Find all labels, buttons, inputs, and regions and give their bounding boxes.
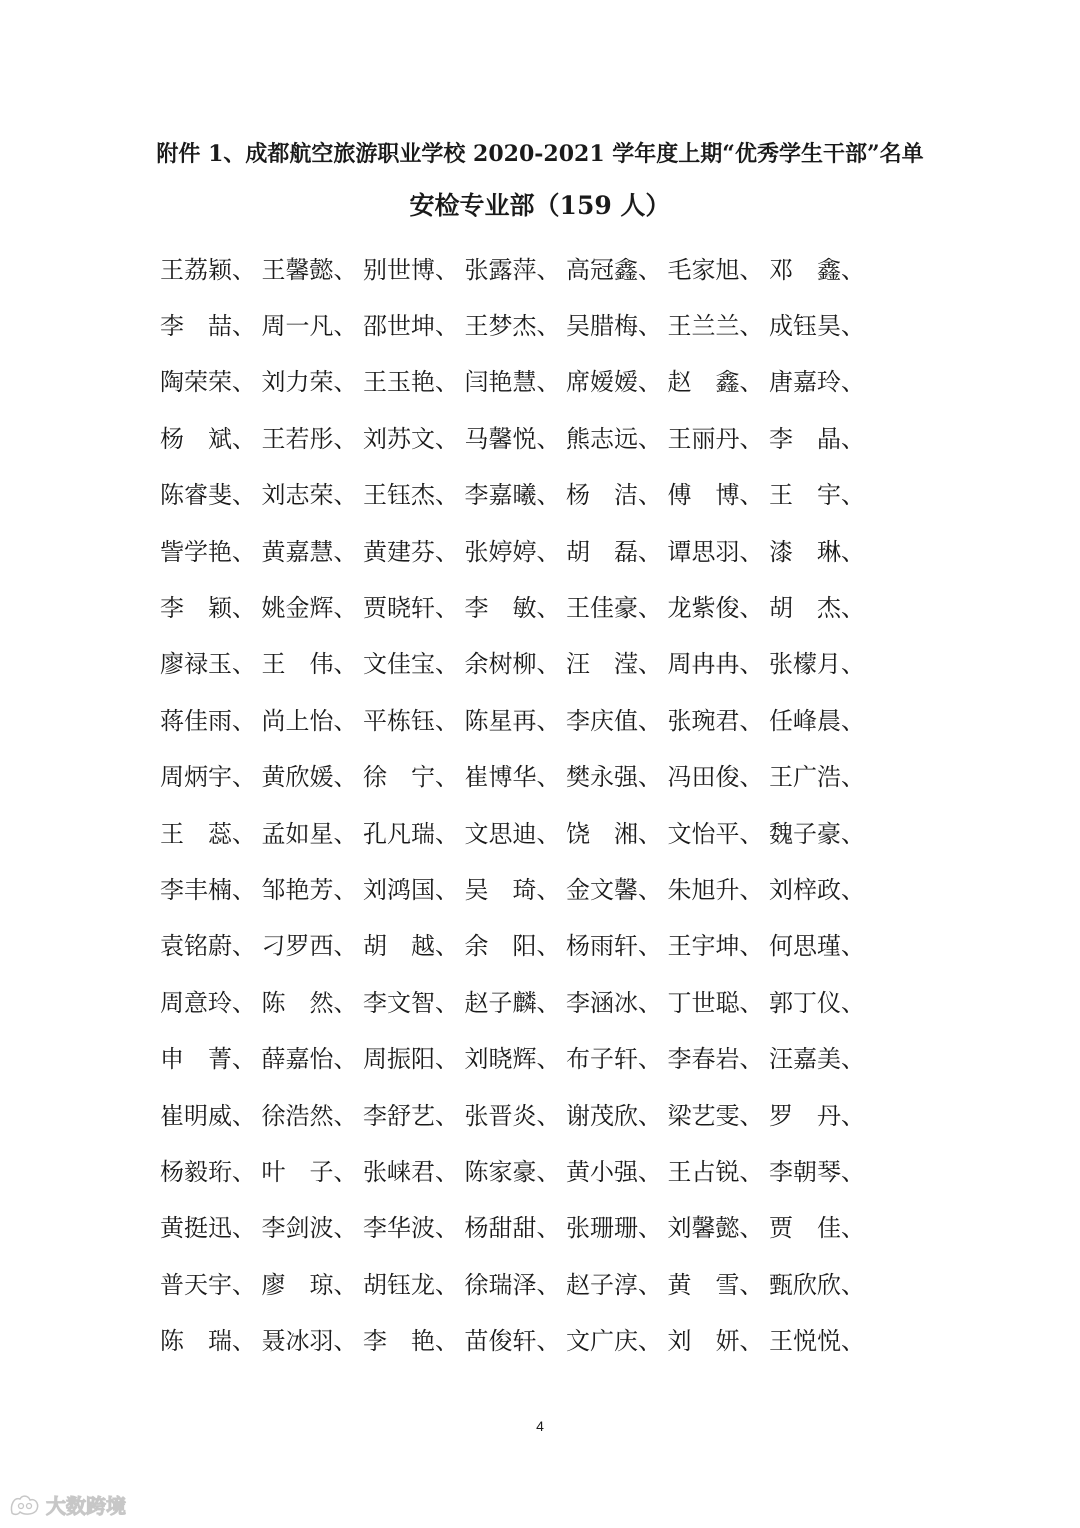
name-entry: 王 伟、	[261, 650, 358, 679]
name-entry: 文怡平、	[667, 819, 764, 848]
name-entry: 李剑波、	[261, 1214, 358, 1243]
name-entry: 杨雨轩、	[566, 932, 662, 961]
name-entry: 周炳宇、	[160, 763, 256, 792]
name-entry: 李 喆、	[160, 312, 256, 341]
name-entry: 聂冰羽、	[261, 1327, 358, 1356]
name-entry: 罗 丹、	[769, 1101, 865, 1130]
name-entry: 张晋炎、	[464, 1101, 561, 1130]
section-subtitle: 安检专业部（159 人）	[409, 191, 671, 220]
name-entry: 陈 然、	[261, 988, 358, 1017]
name-entry: 王占锐、	[667, 1157, 764, 1186]
name-entry: 陈睿斐、	[160, 481, 256, 510]
name-entry: 李 艳、	[363, 1327, 459, 1356]
name-entry: 李庆值、	[566, 706, 662, 735]
name-entry: 陈星再、	[464, 706, 561, 735]
name-entry: 袁铭蔚、	[160, 932, 256, 961]
name-entry: 平栋钰、	[363, 706, 459, 735]
name-entry: 王兰兰、	[667, 312, 764, 341]
name-entry: 胡 越、	[363, 932, 459, 961]
name-entry: 邹艳芳、	[261, 875, 358, 904]
name-entry: 傅 博、	[667, 481, 764, 510]
watermark-text: 大数跨境	[46, 1494, 126, 1518]
name-row	[160, 1028, 920, 1084]
name-entry: 王广浩、	[769, 763, 865, 792]
name-entry: 刁罗西、	[261, 932, 358, 961]
name-entry: 冯田俊、	[667, 763, 764, 792]
name-entry: 布子轩、	[566, 1045, 662, 1074]
name-entry: 黄挺迅、	[160, 1214, 256, 1243]
name-entry: 文思迪、	[464, 819, 561, 848]
document-title: 附件 1、成都航空旅游职业学校 2020-2021 学年度上期“优秀学生干部”名单	[156, 141, 924, 167]
name-entry: 何思瑾、	[769, 932, 865, 961]
name-entry: 黄建芬、	[363, 537, 459, 566]
name-entry: 张崃君、	[363, 1157, 459, 1186]
name-entry: 王 蕊、	[160, 819, 256, 848]
name-row	[160, 916, 920, 972]
name-entry: 陈家豪、	[464, 1157, 561, 1186]
name-entry: 张琬君、	[667, 706, 764, 735]
name-entry: 熊志远、	[566, 424, 662, 453]
name-entry: 刘鸿国、	[363, 875, 459, 904]
name-entry: 訾学艳、	[160, 537, 256, 566]
name-entry: 朱旭升、	[667, 875, 764, 904]
name-row	[160, 352, 920, 408]
name-entry: 陈 瑞、	[160, 1327, 256, 1356]
name-entry: 崔博华、	[464, 763, 561, 792]
name-row	[160, 972, 920, 1028]
name-row	[160, 1198, 920, 1254]
name-entry: 吴腊梅、	[566, 312, 662, 341]
name-entry: 廖禄玉、	[160, 650, 256, 679]
name-entry: 汪 滢、	[566, 650, 662, 679]
name-entry: 丁世聪、	[667, 988, 764, 1017]
name-entry: 赵子淳、	[566, 1270, 662, 1299]
name-entry: 李舒艺、	[363, 1101, 459, 1130]
name-entry: 黄小强、	[566, 1157, 662, 1186]
name-entry: 申 菁、	[160, 1045, 256, 1074]
name-entry: 胡 杰、	[769, 594, 865, 623]
name-entry: 李涵冰、	[566, 988, 662, 1017]
name-row	[160, 747, 920, 803]
name-entry: 蒋佳雨、	[160, 706, 256, 735]
name-entry: 张露萍、	[464, 255, 561, 284]
name-entry: 李文智、	[363, 988, 459, 1017]
name-entry: 王悦悦、	[769, 1327, 865, 1356]
name-entry: 梁艺雯、	[667, 1101, 764, 1130]
name-entry: 余 阳、	[464, 932, 561, 961]
name-entry: 王钰杰、	[363, 481, 459, 510]
name-entry: 席嫒嫒、	[566, 368, 662, 397]
name-row	[160, 408, 920, 464]
name-entry: 刘志荣、	[261, 481, 358, 510]
name-entry: 金文馨、	[566, 875, 662, 904]
name-entry: 杨 洁、	[566, 481, 662, 510]
name-entry: 赵子麟、	[464, 988, 561, 1017]
name-row	[160, 239, 920, 295]
name-entry: 余树柳、	[464, 650, 561, 679]
name-entry: 孟如星、	[261, 819, 358, 848]
name-entry: 周意玲、	[160, 988, 256, 1017]
name-entry: 周振阳、	[363, 1045, 459, 1074]
name-entry: 饶 湘、	[566, 819, 662, 848]
name-entry: 刘苏文、	[363, 424, 459, 453]
name-entry: 徐瑞泽、	[464, 1270, 561, 1299]
name-entry: 普天宇、	[160, 1270, 256, 1299]
name-row	[160, 803, 920, 859]
name-entry: 陶荣荣、	[160, 368, 256, 397]
name-entry: 魏子豪、	[769, 819, 865, 848]
name-entry: 姚金辉、	[261, 594, 358, 623]
name-entry: 邓 鑫、	[769, 255, 865, 284]
name-entry: 黄欣媛、	[261, 763, 358, 792]
name-row	[160, 1254, 920, 1310]
name-entry: 文广庆、	[566, 1327, 662, 1356]
name-entry: 闫艳慧、	[464, 368, 561, 397]
name-entry: 李 颖、	[160, 594, 256, 623]
name-entry: 张婷婷、	[464, 537, 561, 566]
name-entry: 谢茂欣、	[566, 1101, 662, 1130]
name-row	[160, 295, 920, 351]
name-entry: 吴 琦、	[464, 875, 561, 904]
name-entry: 周冉冉、	[667, 650, 764, 679]
name-entry: 王梦杰、	[464, 312, 561, 341]
name-entry: 邵世坤、	[363, 312, 459, 341]
name-entry: 杨甜甜、	[464, 1214, 561, 1243]
name-entry: 张珊珊、	[566, 1214, 662, 1243]
name-entry: 李 敏、	[464, 594, 561, 623]
name-entry: 苗俊轩、	[464, 1327, 561, 1356]
name-entry: 马馨悦、	[464, 424, 561, 453]
name-entry: 李朝琴、	[769, 1157, 865, 1186]
name-row	[160, 1141, 920, 1197]
name-entry: 孔凡瑞、	[363, 819, 459, 848]
name-entry: 刘馨懿、	[667, 1214, 764, 1243]
name-entry: 李华波、	[363, 1214, 459, 1243]
name-entry: 徐浩然、	[261, 1101, 358, 1130]
name-entry: 张檬月、	[769, 650, 865, 679]
name-row	[160, 690, 920, 746]
name-entry: 杨毅珩、	[160, 1157, 256, 1186]
name-entry: 李嘉曦、	[464, 481, 561, 510]
name-entry: 王 宇、	[769, 481, 865, 510]
name-entry: 王馨懿、	[261, 255, 358, 284]
name-entry: 龙紫俊、	[667, 594, 764, 623]
name-entry: 胡 磊、	[566, 537, 662, 566]
name-entry: 黄嘉慧、	[261, 537, 358, 566]
name-entry: 任峰晨、	[769, 706, 865, 735]
name-entry: 刘晓辉、	[464, 1045, 561, 1074]
name-entry: 王佳豪、	[566, 594, 662, 623]
page-number: 4	[536, 1418, 544, 1434]
name-row	[160, 1310, 920, 1366]
name-row	[160, 859, 920, 915]
name-entry: 成钰昊、	[769, 312, 865, 341]
name-entry: 尚上怡、	[261, 706, 358, 735]
name-entry: 汪嘉美、	[769, 1045, 865, 1074]
name-row	[160, 634, 920, 690]
name-entry: 王宇坤、	[667, 932, 764, 961]
name-entry: 李 晶、	[769, 424, 865, 453]
name-entry: 黄 雪、	[667, 1270, 764, 1299]
name-entry: 别世博、	[363, 255, 459, 284]
name-entry: 王若彤、	[261, 424, 358, 453]
name-entry: 文佳宝、	[363, 650, 459, 679]
name-entry: 贾 佳、	[769, 1214, 865, 1243]
name-entry: 高冠鑫、	[566, 255, 662, 284]
name-entry: 王荔颖、	[160, 255, 256, 284]
name-entry: 周一凡、	[261, 312, 358, 341]
name-entry: 徐 宁、	[363, 763, 459, 792]
name-row	[160, 465, 920, 521]
name-entry: 毛家旭、	[667, 255, 764, 284]
name-row	[160, 577, 920, 633]
watermark-logo-icon	[8, 1493, 42, 1517]
name-entry: 刘力荣、	[261, 368, 358, 397]
name-entry: 樊永强、	[566, 763, 662, 792]
name-entry: 廖 琼、	[261, 1270, 358, 1299]
name-entry: 赵 鑫、	[667, 368, 764, 397]
name-row	[160, 521, 920, 577]
name-entry: 李春岩、	[667, 1045, 764, 1074]
name-entry: 王玉艳、	[363, 368, 459, 397]
name-entry: 谭思羽、	[667, 537, 764, 566]
name-entry: 李丰楠、	[160, 875, 256, 904]
watermark	[8, 1490, 126, 1519]
name-entry: 漆 琳、	[769, 537, 865, 566]
name-list	[160, 239, 920, 1367]
name-entry: 郭丁仪、	[769, 988, 865, 1017]
name-entry: 薛嘉怡、	[261, 1045, 358, 1074]
name-entry: 贾晓轩、	[363, 594, 459, 623]
name-entry: 刘梓政、	[769, 875, 865, 904]
name-row	[160, 1085, 920, 1141]
name-entry: 刘 妍、	[667, 1327, 764, 1356]
name-entry: 杨 斌、	[160, 424, 256, 453]
name-entry: 甄欣欣、	[769, 1270, 865, 1299]
name-entry: 叶 子、	[261, 1157, 358, 1186]
name-entry: 胡钰龙、	[363, 1270, 459, 1299]
name-entry: 唐嘉玲、	[769, 368, 865, 397]
name-entry: 崔明威、	[160, 1101, 256, 1130]
name-entry: 王丽丹、	[667, 424, 764, 453]
